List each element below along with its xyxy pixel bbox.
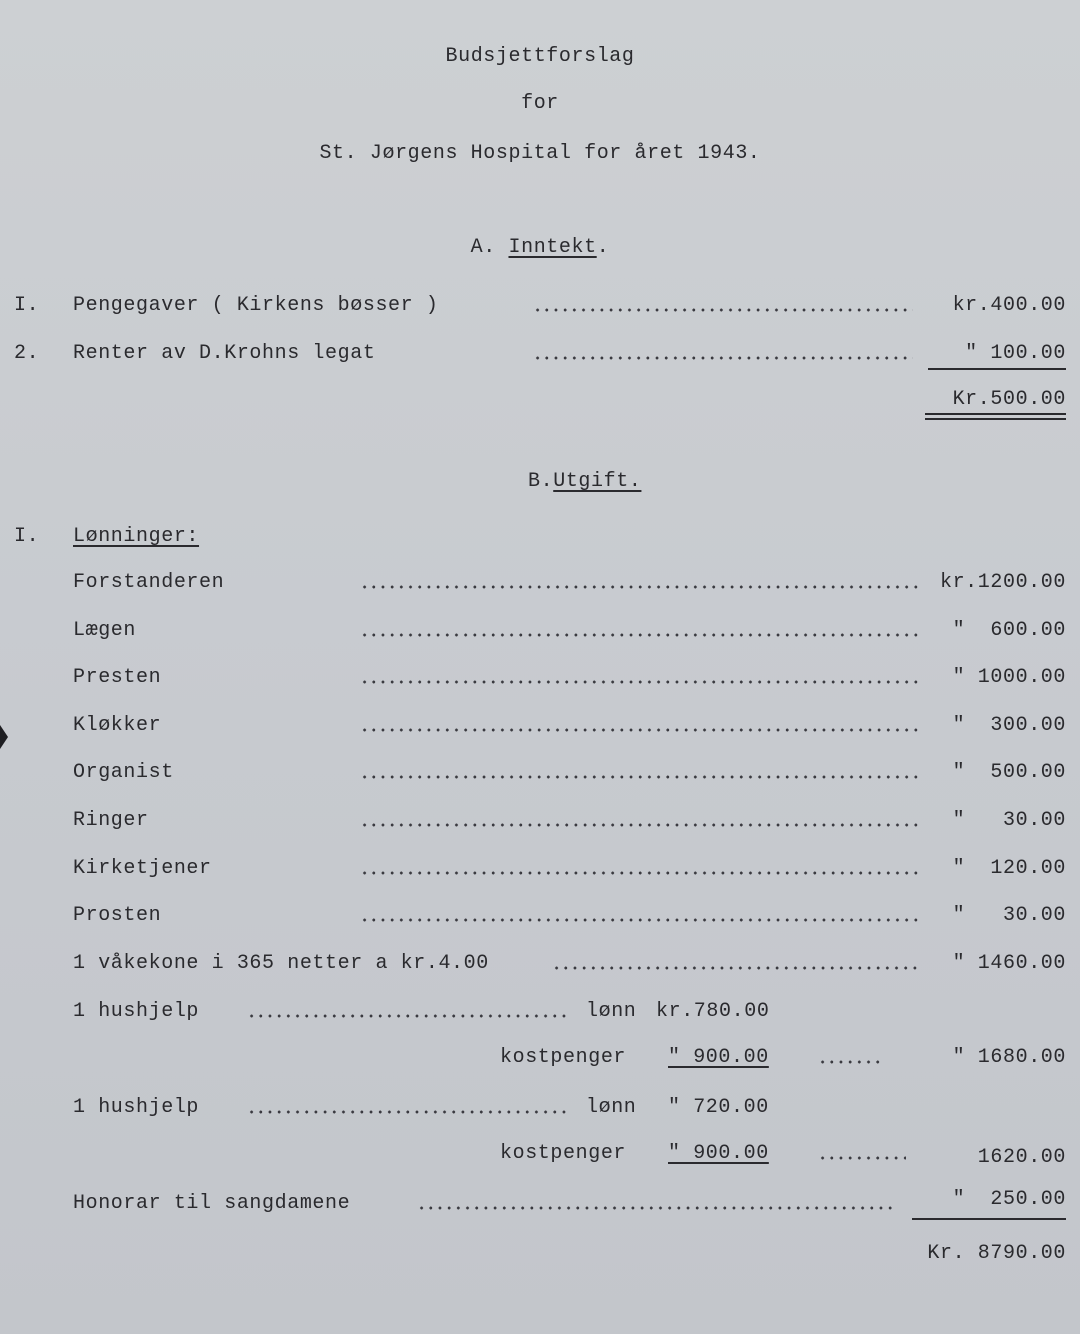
dot-leader [360, 775, 922, 779]
dot-leader [360, 633, 922, 637]
dot-leader [360, 871, 922, 875]
helper2-wage: " 720.00 [668, 1096, 769, 1119]
income-item-1-num: I. [14, 294, 40, 317]
helper2-wage-label: lønn [586, 1096, 637, 1119]
underline-rule [912, 1218, 1066, 1220]
dot-leader [533, 308, 913, 312]
dot-leader [552, 966, 922, 970]
dot-leader [533, 356, 913, 360]
income-item-2-label: Renter av D.Krohns legat [73, 342, 376, 365]
expense-item-amount: " 1000.00 [952, 666, 1066, 689]
helper1-wage: kr.780.00 [656, 1000, 770, 1023]
total-double-rule [925, 418, 1066, 420]
expense-section-label: Lønninger: [73, 525, 200, 548]
expense-item-label: Forstanderen [73, 571, 225, 594]
helper1-board: " 900.00 [668, 1046, 769, 1069]
expense-item-amount: " 500.00 [952, 761, 1066, 784]
income-item-2-amount: " 100.00 [965, 342, 1066, 365]
expense-item-amount: " 120.00 [952, 857, 1066, 880]
document-title: Budsjettforslag [445, 45, 635, 68]
helper2-board: " 900.00 [668, 1142, 769, 1165]
dot-leader [360, 823, 922, 827]
income-item-2-num: 2. [14, 342, 40, 365]
expense-item-amount: " 30.00 [952, 904, 1066, 927]
expense-item-amount: kr.1200.00 [939, 571, 1066, 594]
total-double-rule [925, 413, 1066, 415]
expense-item-label: Ringer [73, 809, 149, 832]
income-item-1-amount: kr.400.00 [952, 294, 1066, 317]
title-for: for [521, 92, 559, 115]
expense-item-label: 1 våkekone i 365 netter a kr.4.00 [73, 952, 489, 975]
income-item-1-label: Pengegaver ( Kirkens bøsser ) [73, 294, 439, 317]
margin-mark [0, 725, 8, 749]
helper1-amount: " 1680.00 [952, 1046, 1066, 1069]
honorar-label: Honorar til sangdamene [73, 1192, 351, 1215]
dot-leader [360, 680, 922, 684]
income-heading: A. Inntekt. [470, 236, 610, 259]
underline-rule [928, 368, 1066, 370]
dot-leader [247, 1014, 570, 1018]
expense-item-label: Presten [73, 666, 162, 689]
expense-item-amount: " 30.00 [952, 809, 1066, 832]
helper1-board-label: kostpenger [500, 1046, 627, 1069]
expense-item-label: Kirketjener [73, 857, 212, 880]
helper1-wage-label: lønn [586, 1000, 637, 1023]
expense-total: Kr. 8790.00 [927, 1242, 1066, 1265]
expense-item-amount: " 1460.00 [952, 952, 1066, 975]
dot-leader [360, 918, 922, 922]
expense-item-amount: " 300.00 [952, 714, 1066, 737]
helper2-board-label: kostpenger [500, 1142, 627, 1165]
dot-leader [818, 1060, 880, 1064]
expense-section-num: I. [14, 525, 40, 548]
expense-item-label: Kløkker [73, 714, 162, 737]
dot-leader [818, 1156, 906, 1160]
dot-leader [360, 728, 922, 732]
expense-item-amount: " 600.00 [952, 619, 1066, 642]
helper1-label: 1 hushjelp [73, 1000, 200, 1023]
expense-item-label: Organist [73, 761, 174, 784]
title-hospital-year: St. Jørgens Hospital for året 1943. [319, 142, 761, 165]
helper2-label: 1 hushjelp [73, 1096, 200, 1119]
expense-item-label: Prosten [73, 904, 162, 927]
dot-leader [360, 585, 922, 589]
dot-leader [417, 1206, 893, 1210]
helper2-amount: 1620.00 [977, 1146, 1066, 1169]
honorar-amount: " 250.00 [952, 1188, 1066, 1211]
expense-heading: B.Utgift. [528, 470, 642, 493]
income-total: Kr.500.00 [952, 388, 1066, 411]
expense-item-label: Lægen [73, 619, 137, 642]
dot-leader [247, 1110, 570, 1114]
